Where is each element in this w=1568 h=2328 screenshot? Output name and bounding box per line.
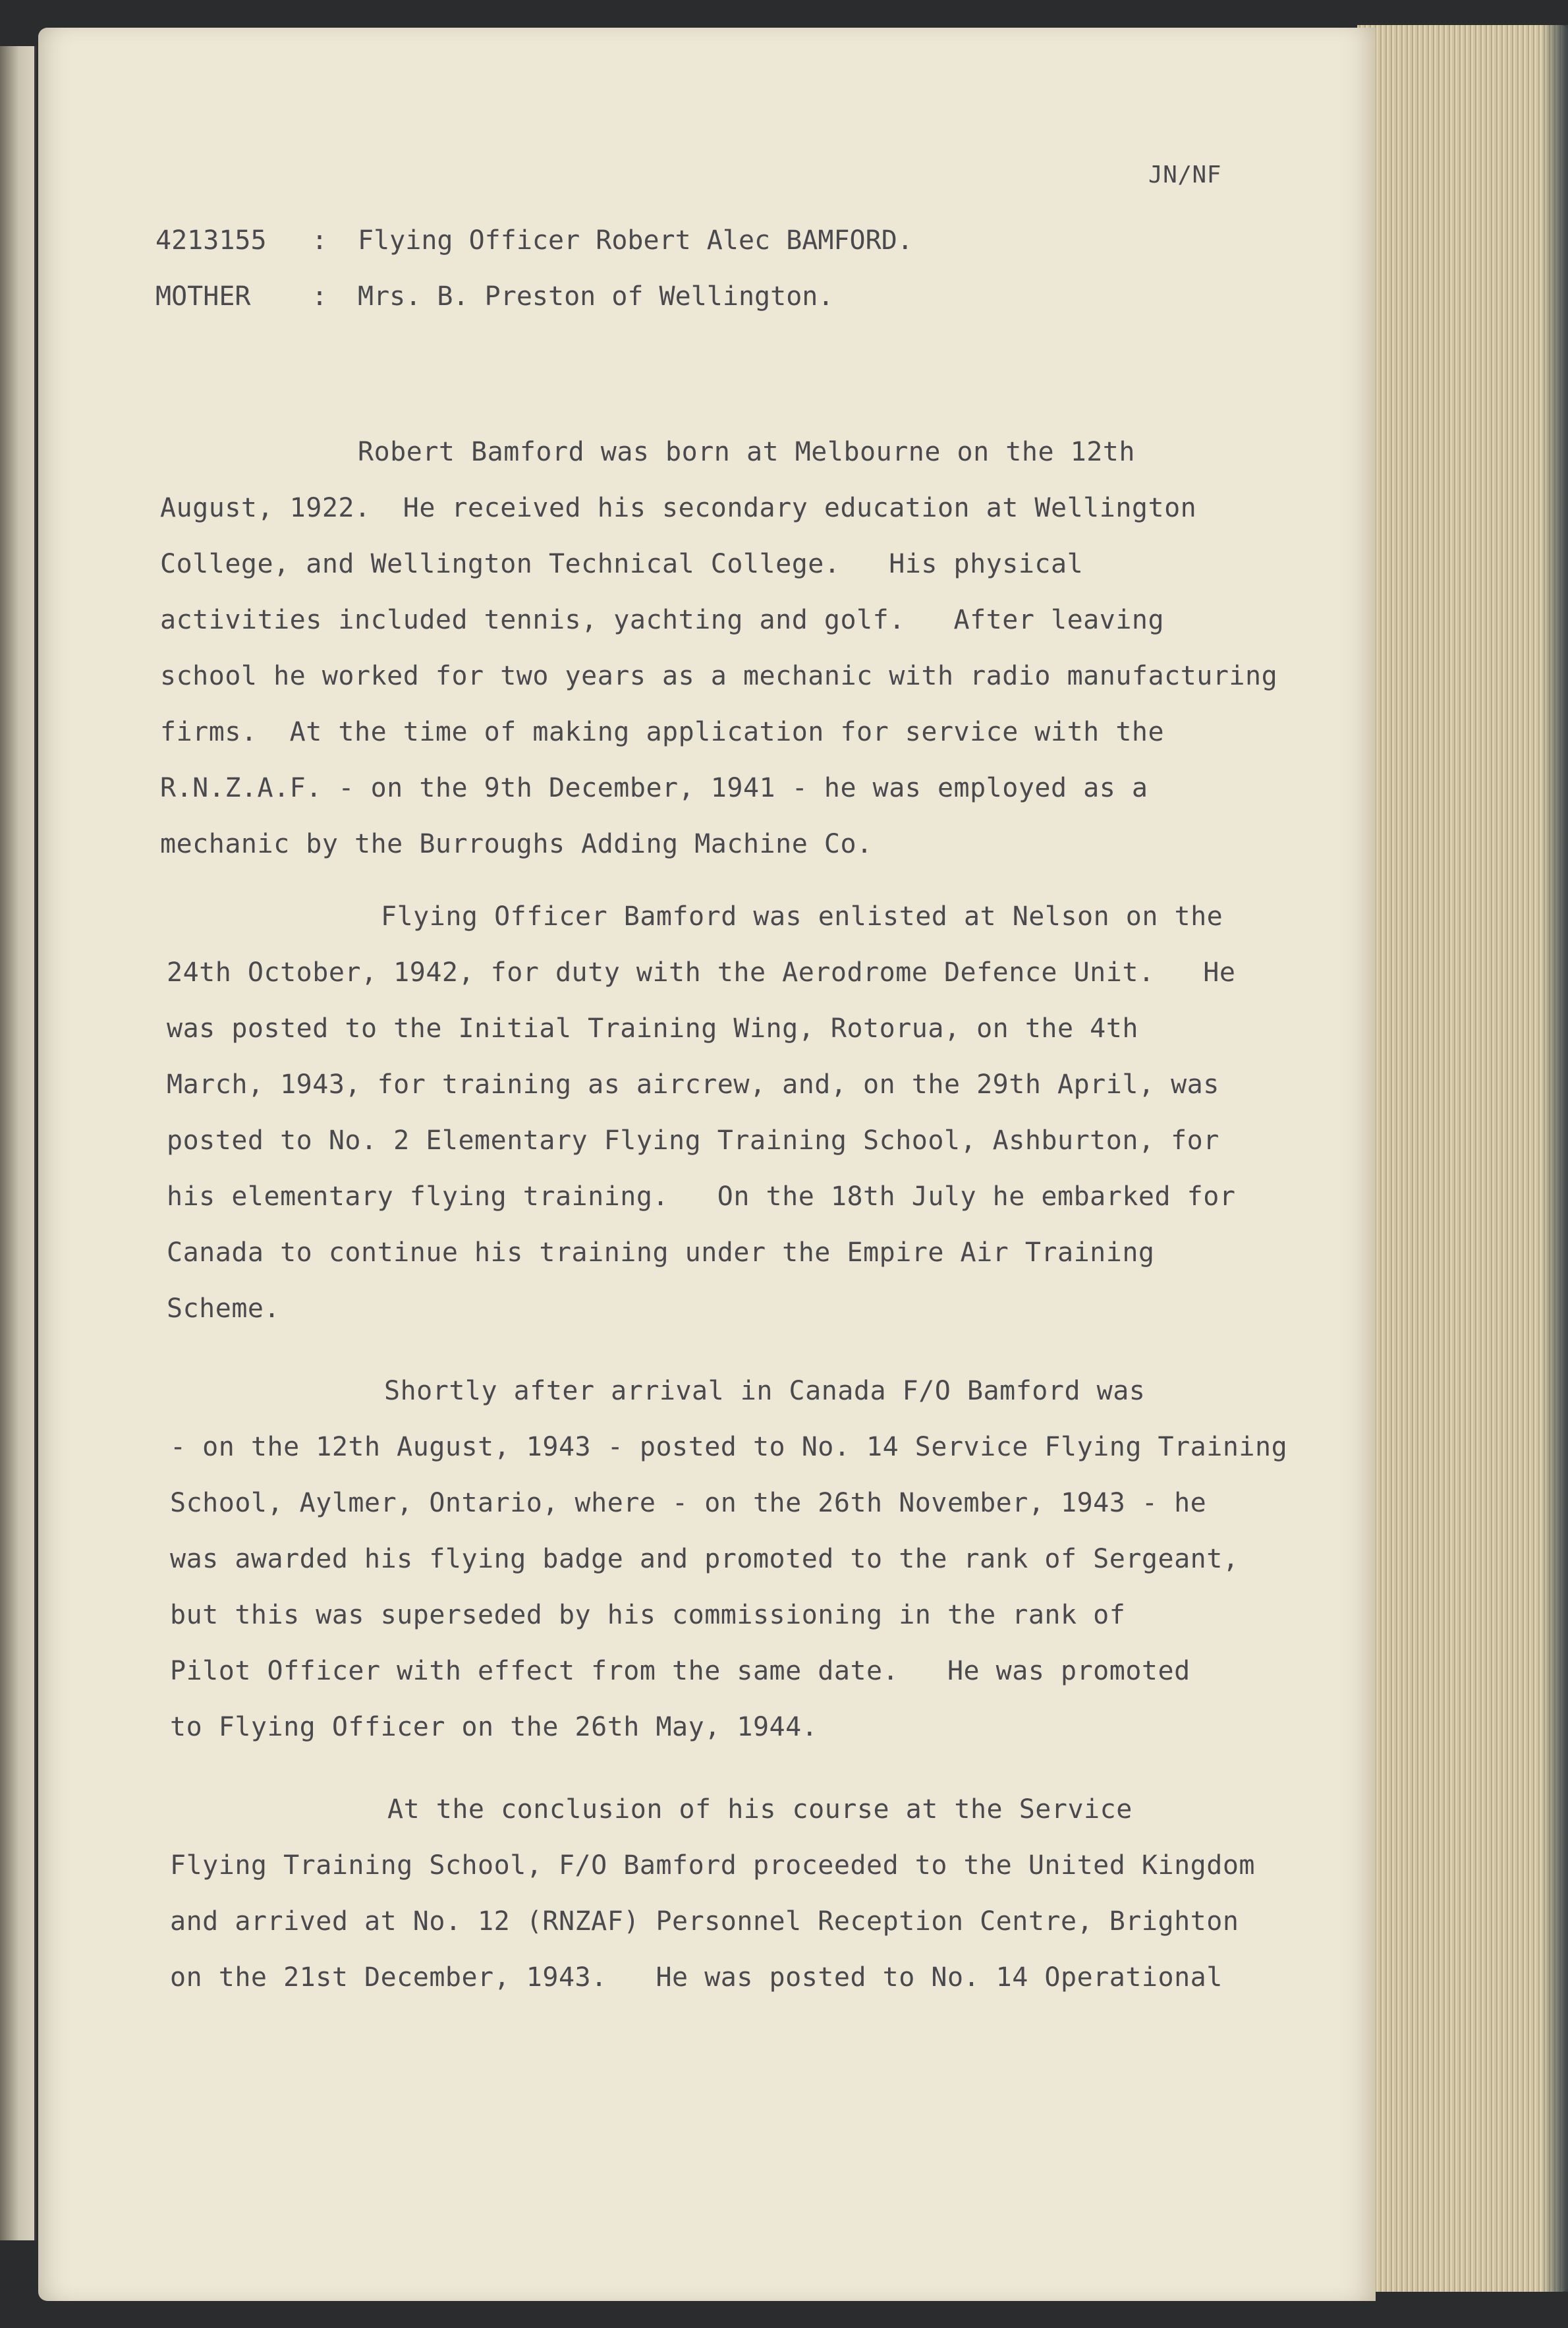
document-page bbox=[38, 28, 1376, 2301]
body-line: 24th October, 1942, for duty with the Aerodrome Defence Unit. He bbox=[167, 957, 1236, 988]
body-line: Flying Training School, F/O Bamford proceeded to the United Kingdom bbox=[170, 1850, 1255, 1881]
reference-code: JN/NF bbox=[1148, 161, 1221, 188]
body-line: on the 21st December, 1943. He was posted to No. 14 Operational bbox=[170, 1962, 1223, 1993]
header-separator: : bbox=[312, 225, 328, 256]
body-line: Flying Officer Bamford was enlisted at Nelson on the bbox=[381, 901, 1223, 932]
body-line: was posted to the Initial Training Wing, Rotorua, on the 4th bbox=[167, 1013, 1138, 1044]
left-page-edge bbox=[0, 46, 36, 2240]
body-line: Robert Bamford was born at Melbourne on the 12th bbox=[358, 437, 1135, 467]
body-line: At the conclusion of his course at the Service bbox=[387, 1794, 1133, 1825]
body-line: activities included tennis, yachting and golf. After leaving bbox=[160, 605, 1165, 635]
body-line: Canada to continue his training under the Empire Air Training bbox=[167, 1237, 1155, 1268]
header-separator: : bbox=[312, 281, 328, 312]
body-line: Scheme. bbox=[167, 1293, 281, 1324]
book-page-stack bbox=[1357, 25, 1568, 2292]
body-line: posted to No. 2 Elementary Flying Training School, Ashburton, for bbox=[167, 1125, 1219, 1156]
body-line: his elementary flying training. On the 18th July he embarked for bbox=[167, 1181, 1236, 1212]
body-line: Shortly after arrival in Canada F/O Bamford was bbox=[384, 1376, 1146, 1406]
body-line: March, 1943, for training as aircrew, and, on the 29th April, was bbox=[167, 1069, 1219, 1100]
service-number: 4213155 bbox=[155, 225, 267, 256]
body-line: R.N.Z.A.F. - on the 9th December, 1941 - he was employed as a bbox=[160, 773, 1148, 803]
mother-name: Mrs. B. Preston of Wellington. bbox=[358, 281, 834, 312]
officer-name: Flying Officer Robert Alec BAMFORD. bbox=[358, 225, 913, 256]
body-line: to Flying Officer on the 26th May, 1944. bbox=[170, 1712, 818, 1742]
body-line: but this was superseded by his commissioning in the rank of bbox=[170, 1600, 1126, 1630]
body-line: was awarded his flying badge and promoted to the rank of Sergeant, bbox=[170, 1544, 1239, 1574]
mother-label: MOTHER bbox=[155, 281, 251, 312]
body-line: School, Aylmer, Ontario, where - on the 26th November, 1943 - he bbox=[170, 1488, 1207, 1518]
body-line: Pilot Officer with effect from the same date. He was promoted bbox=[170, 1656, 1190, 1686]
body-line: and arrived at No. 12 (RNZAF) Personnel Reception Centre, Brighton bbox=[170, 1906, 1239, 1937]
body-line: August, 1922. He received his secondary education at Wellington bbox=[160, 493, 1197, 523]
body-line: mechanic by the Burroughs Adding Machine Co. bbox=[160, 829, 873, 859]
body-line: school he worked for two years as a mechanic with radio manufacturing bbox=[160, 661, 1278, 691]
body-line: - on the 12th August, 1943 - posted to No. 14 Service Flying Training bbox=[170, 1432, 1288, 1462]
body-line: College, and Wellington Technical College. His physical bbox=[160, 549, 1084, 579]
body-line: firms. At the time of making application for service with the bbox=[160, 717, 1165, 747]
